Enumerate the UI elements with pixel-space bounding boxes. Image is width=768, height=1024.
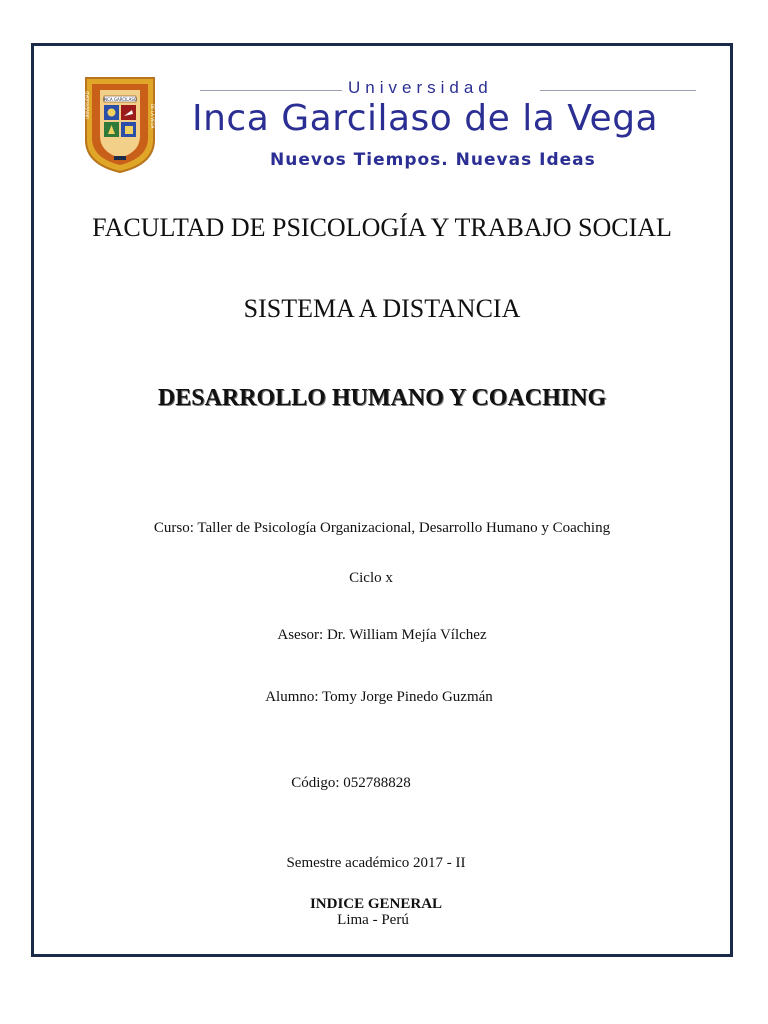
header-rule-left xyxy=(200,90,342,91)
university-header xyxy=(80,72,700,182)
universidad-label: Universidad xyxy=(348,78,493,97)
cycle-line: Ciclo x xyxy=(349,570,393,586)
university-shield-logo xyxy=(82,74,158,174)
header-rule-right xyxy=(540,90,696,91)
code-line: Código: 052788828 xyxy=(291,775,411,791)
course-line: Curso: Taller de Psicología Organizacional, Desarrollo Humano y Coaching xyxy=(153,520,611,536)
university-name: Inca Garcilaso de la Vega xyxy=(192,98,659,139)
shield-text: INCA GARCILASO xyxy=(102,97,138,102)
svg-text:UNIVERSIDAD: UNIVERSIDAD xyxy=(85,91,90,119)
faculty-title: FACULTAD DE PSICOLOGÍA Y TRABAJO SOCIAL xyxy=(92,213,672,242)
system-title: SISTEMA A DISTANCIA xyxy=(243,294,521,323)
advisor-line: Asesor: Dr. William Mejía Vílchez xyxy=(277,627,487,643)
university-slogan: Nuevos Tiempos. Nuevas Ideas xyxy=(270,150,596,170)
student-line: Alumno: Tomy Jorge Pinedo Guzmán xyxy=(265,689,493,705)
index-heading-clipped: INDICE GENERAL xyxy=(309,896,443,912)
location-line: Lima - Perú xyxy=(337,912,409,928)
course-title: DESARROLLO HUMANO Y COACHING xyxy=(157,385,607,411)
svg-text:DE LA VEGA: DE LA VEGA xyxy=(150,104,155,129)
semester-line: Semestre académico 2017 - II xyxy=(286,855,466,871)
